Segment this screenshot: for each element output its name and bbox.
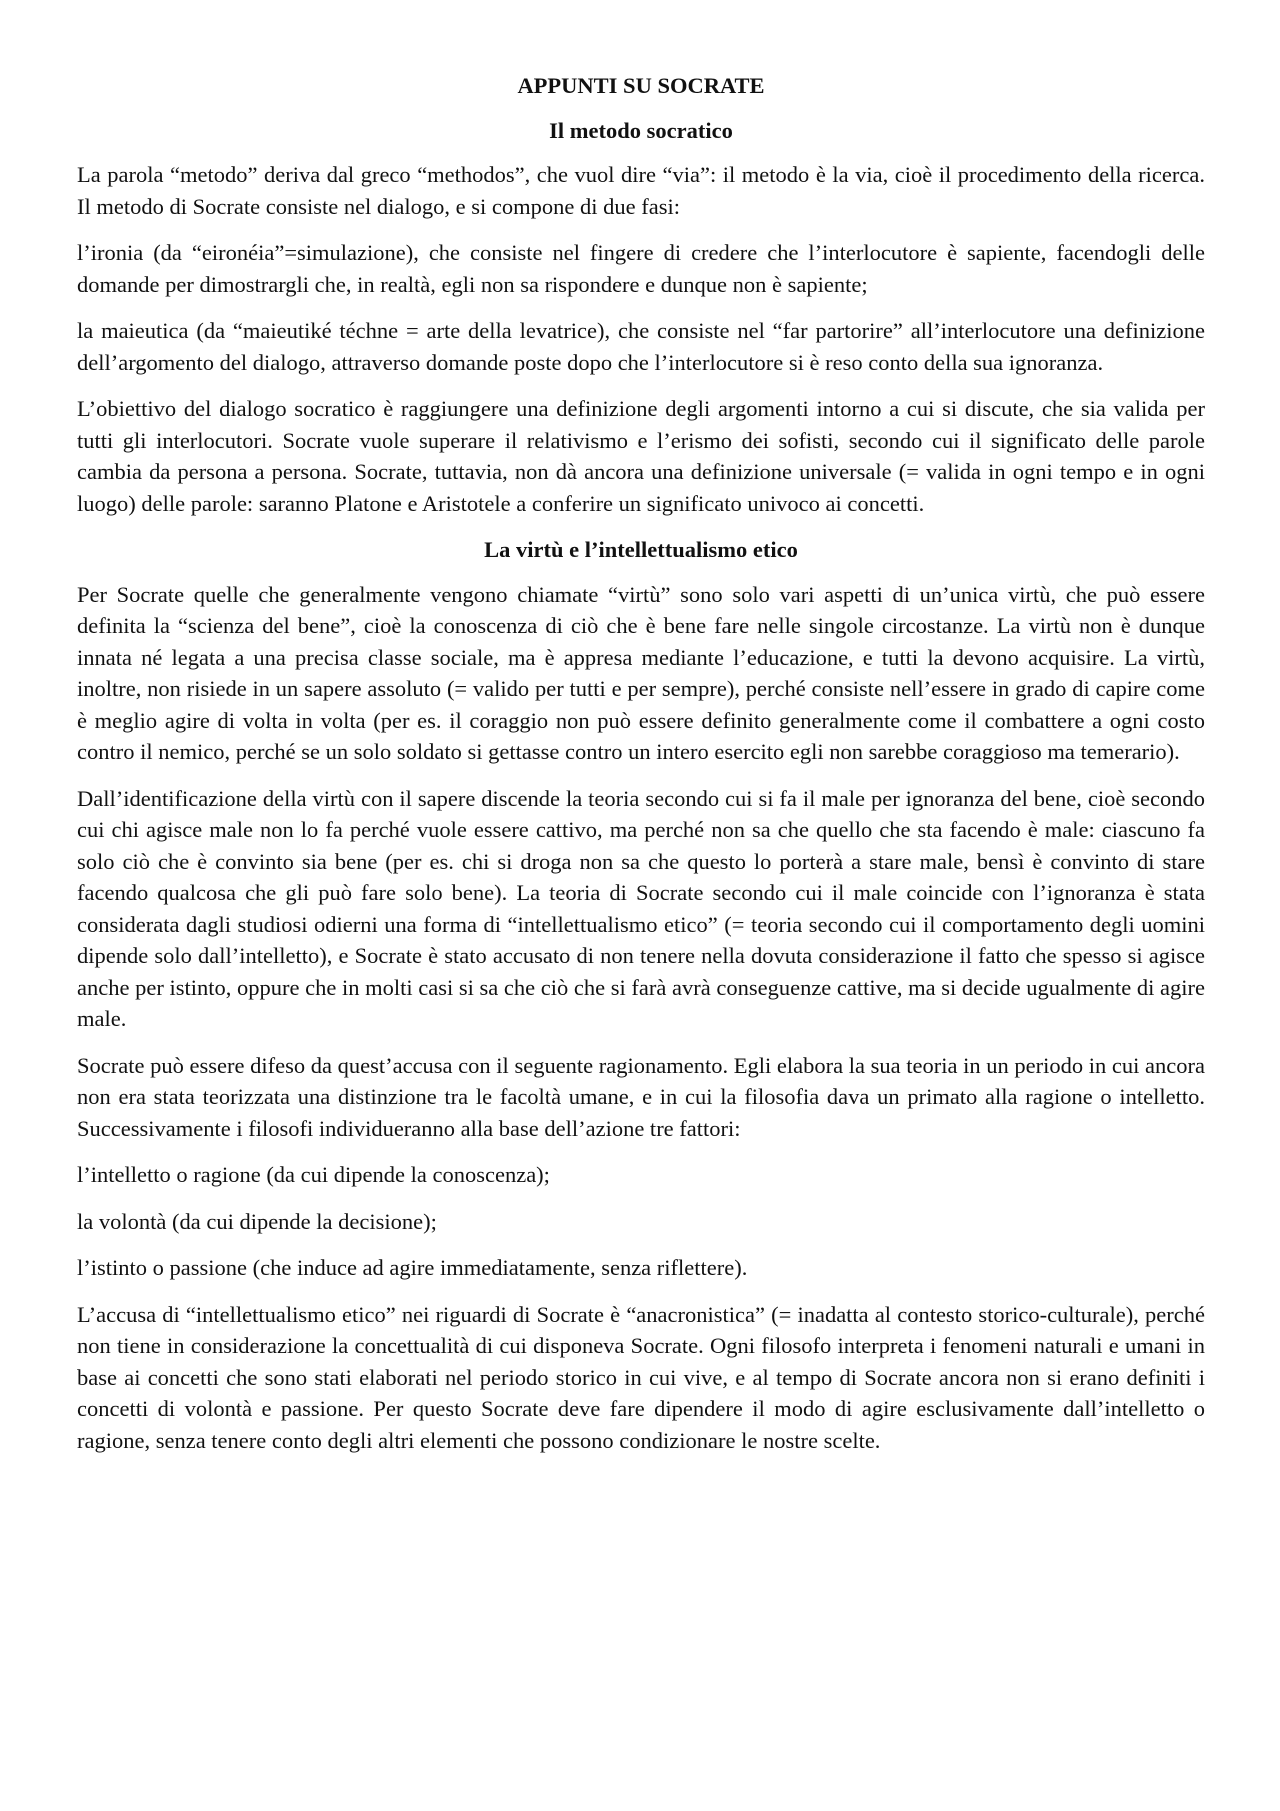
paragraph: Per Socrate quelle che generalmente vengono chiamate “virtù” sono solo vari aspetti di un’unica virtù, che può essere definita la “scienza del bene”, cioè la conoscenza di ciò che è bene fare nelle singole circostanze. La virtù non è dunque innata né legata a una precisa classe sociale, ma è appresa mediante l’educazione, e tutti la devono acquisire. La virtù, inoltre, non risiede in un sapere assoluto (= valido per tutti e per sempre), perché consiste nell’essere in grado di capire come è meglio agire di volta in volta (per es. il coraggio non può essere definito generalmente come il combattere a ogni costo contro il nemico, perché se un solo soldato si gettasse contro un intero esercito egli non sarebbe coraggioso ma temerario). — [77, 581, 1205, 764]
list-item: l’intelletto o ragione (da cui dipende la conoscenza); — [77, 1162, 550, 1187]
paragraph: Dall’identificazione della virtù con il sapere discende la teoria secondo cui si fa il male per ignoranza del bene, cioè secondo cui chi agisce male non lo fa perché vuole essere cattivo, ma perché non sa che quello che sta facendo è male: ciascuno fa solo ciò che è convinto sia bene (per es. chi si droga non sa che questo lo porterà a stare male, bensì è convinto di stare facendo qualcosa che gli può fare solo bene). La teoria di Socrate secondo cui il male coincide con l’ignoranza è stata considerata dagli studiosi odierni una forma di “intellettualismo etico” (= teoria secondo cui il comportamento degli uomini dipende solo dall’intelletto), e Socrate è stato accusato di non tenere nella dovuta considerazione il fatto che spesso si agisce anche per istinto, oppure che in molti casi si sa che ciò che si farà avrà conseguenze cattive, ma si decide ugualmente di agire male. — [77, 785, 1205, 1031]
paragraph: L’obiettivo del dialogo socratico è raggiungere una definizione degli argomenti intorno a cui si discute, che sia valida per tutti gli interlocutori. Socrate vuole superare il relativismo e l’erismo dei sofisti, secondo cui il significato delle parole cambia da persona a persona. Socrate, tuttavia, non dà ancora una definizione universale (= valida in ogni tempo e in ogni luogo) delle parole: saranno Platone e Aristotele a conferire un significato univoco ai concetti. — [77, 396, 1205, 516]
section-heading: La virtù e l’intellettualismo etico — [484, 537, 798, 562]
paragraph: L’accusa di “intellettualismo etico” nei riguardi di Socrate è “anacronistica” (= inadatta al contesto storico-culturale), perché non tiene in considerazione la concettualità di cui disponeva Socrate. Ogni filosofo interpreta i fenomeni naturali e umani in base ai concetti che sono stati elaborati nel periodo storico in cui vive, e al tempo di Socrate ancora non si erano definiti i concetti di volontà e passione. Per questo Socrate deve fare dipendere il modo di agire esclusivamente dall’intelletto o ragione, senza tenere conto degli altri elementi che possono condizionare le nostre scelte. — [77, 1301, 1205, 1453]
section-metodo-socratico — [77, 115, 1205, 520]
paragraph: la maieutica (da “maieutiké téchne = arte della levatrice), che consiste nel “far partorire” all’interlocutore una definizione dell’argomento del dialogo, attraverso domande poste dopo che l’interlocutore si è reso conto della sua ignoranza. — [77, 318, 1205, 375]
list-item: l’istinto o passione (che induce ad agire immediatamente, senza riflettere). — [77, 1255, 748, 1280]
list-item: la volontà (da cui dipende la decisione); — [77, 1208, 437, 1234]
paragraph: l’ironia (da “eironéia”=simulazione), che consiste nel fingere di credere che l’interlocutore è sapiente, facendogli delle domande per dimostrargli che, in realtà, egli non sa rispondere e dunque non è sapiente; — [77, 240, 1205, 297]
paragraph: Socrate può essere difeso da quest’accusa con il seguente ragionamento. Egli elabora la sua teoria in un periodo in cui ancora non era stata teorizzata una distinzione tra le facoltà umane, e in cui la filosofia dava un primato alla ragione o intelletto. Successivamente i filosofi individueranno alla base dell’azione tre fattori: — [77, 1052, 1205, 1141]
document-page — [77, 70, 1205, 1471]
section-virtu-intellettualismo — [77, 534, 1205, 1456]
paragraph: La parola “metodo” deriva dal greco “methodos”, che vuol dire “via”: il metodo è la via, cioè il procedimento della ricerca. Il metodo di Socrate consiste nel dialogo, e si compone di due fasi: — [77, 162, 1205, 219]
document-title: APPUNTI SU SOCRATE — [517, 73, 765, 98]
section-heading: Il metodo socratico — [549, 117, 733, 143]
